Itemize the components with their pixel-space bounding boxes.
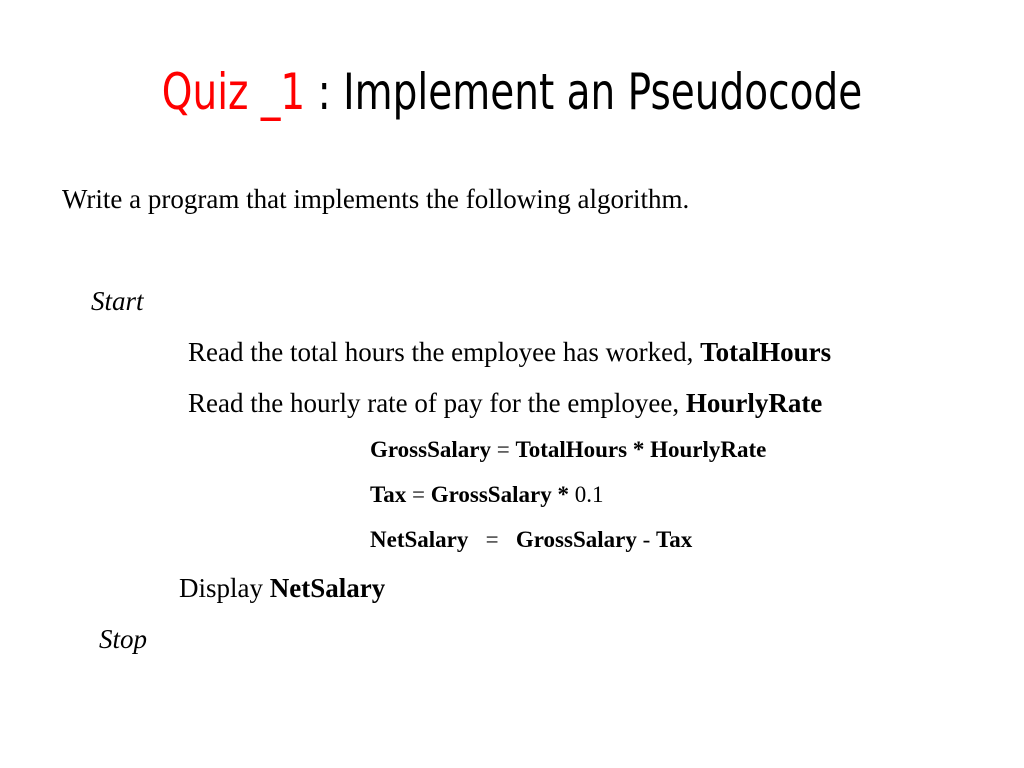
tax-lhs: Tax — [370, 482, 407, 507]
net-lhs: NetSalary — [370, 527, 469, 552]
gross-b: HourlyRate — [650, 437, 767, 462]
gross-salary-line — [370, 437, 766, 463]
hourly-rate-var: HourlyRate — [685, 388, 823, 418]
gross-a: TotalHours — [515, 437, 628, 462]
intro-text: Write a program that implements the following algorithm. — [62, 184, 690, 214]
tax-line — [370, 482, 603, 508]
net-salary-var: NetSalary — [269, 573, 386, 603]
read-hours-line — [188, 337, 831, 368]
tax-op: = — [406, 482, 431, 507]
tax-b: 0.1 — [574, 482, 604, 507]
title-text: : Implement an Pseudocode — [305, 63, 863, 121]
title-quiz-number: Quiz _1 — [161, 63, 306, 121]
tax-a: GrossSalary — [430, 482, 552, 507]
total-hours-var: TotalHours — [700, 337, 832, 367]
tax-op2: * — [551, 482, 575, 507]
start-keyword: Start — [91, 286, 144, 316]
gross-lhs: GrossSalary — [370, 437, 491, 462]
read-rate-line — [188, 388, 822, 419]
slide-title — [113, 62, 912, 122]
read-hours-text: Read the total hours the employee has worked, — [188, 337, 701, 367]
read-rate-text: Read the hourly rate of pay for the employee, — [188, 388, 686, 418]
net-salary-line — [370, 527, 692, 553]
display-line — [179, 573, 385, 604]
net-op2: - — [636, 527, 657, 552]
stop-keyword: Stop — [99, 624, 148, 654]
net-b: Tax — [656, 527, 693, 552]
gross-op2: * — [627, 437, 651, 462]
net-a: GrossSalary — [515, 527, 637, 552]
gross-op: = — [490, 437, 516, 462]
display-text: Display — [179, 573, 270, 603]
net-op: = — [468, 527, 516, 552]
